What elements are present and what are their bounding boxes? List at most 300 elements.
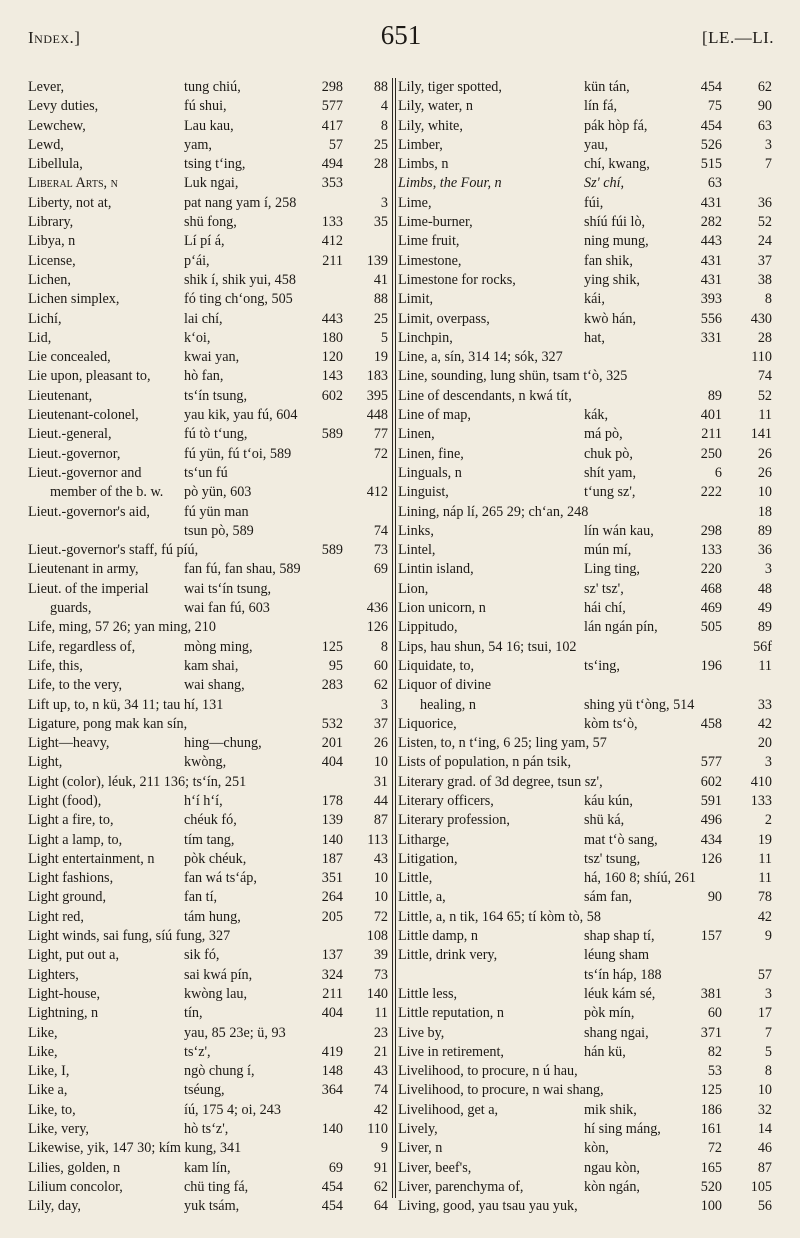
index-entry xyxy=(28,985,390,1004)
entry-term: Links, xyxy=(398,522,434,539)
entry-term: Lieutenant in army, xyxy=(28,561,139,578)
entry-line: 42 xyxy=(757,715,772,732)
entry-term: Litigation, xyxy=(398,850,458,867)
index-entry xyxy=(28,831,390,850)
index-entry xyxy=(398,946,776,965)
entry-page: 140 xyxy=(321,1121,343,1138)
entry-page: 57 xyxy=(328,136,343,153)
entry-translation: hat, xyxy=(584,329,605,346)
entry-translation: shü ká, xyxy=(584,812,625,829)
entry-page: 148 xyxy=(321,1063,343,1080)
entry-page: 364 xyxy=(321,1082,343,1099)
entry-page: 222 xyxy=(700,484,722,501)
index-entry xyxy=(398,1062,776,1081)
entry-translation: hán kü, xyxy=(584,1043,626,1060)
entry-translation: shü fong, xyxy=(184,214,237,231)
entry-line: 90 xyxy=(757,98,772,115)
index-entry xyxy=(398,1101,776,1120)
entry-translation: kwòng lau, xyxy=(184,985,248,1002)
entry-page: 454 xyxy=(321,1178,343,1195)
entry-line: 18 xyxy=(757,503,772,520)
entry-page: 133 xyxy=(700,542,722,559)
entry-translation: tung chiú, xyxy=(184,79,241,95)
index-entry xyxy=(28,638,390,657)
entry-term: Lever, xyxy=(28,79,65,95)
entry-translation: sik fó, xyxy=(184,947,220,964)
entry-term: Linguals, n xyxy=(398,464,462,481)
entry-line: 57 xyxy=(757,966,772,983)
entry-line: 25 xyxy=(373,310,388,327)
index-entry xyxy=(28,599,390,618)
index-entry xyxy=(398,367,776,386)
entry-line: 108 xyxy=(366,928,388,945)
entry-page: 90 xyxy=(707,889,722,906)
entry-line: 2 xyxy=(764,812,772,829)
index-entry xyxy=(398,1139,776,1158)
entry-page: 180 xyxy=(321,329,343,346)
entry-line: 14 xyxy=(757,1121,772,1138)
entry-term: Liquor of divine xyxy=(398,677,491,694)
entry-line: 49 xyxy=(757,600,772,617)
entry-page: 431 xyxy=(700,194,722,211)
entry-line: 8 xyxy=(764,291,772,308)
index-entry xyxy=(398,618,776,637)
entry-translation: kün tán, xyxy=(584,79,630,95)
entry-term: Liberal Arts, n xyxy=(28,175,118,192)
entry-translation: ning mung, xyxy=(584,233,649,250)
entry-term: Light (color), léuk, 211 136; tsʻín, 251 xyxy=(28,773,247,790)
entry-line: 10 xyxy=(373,889,388,906)
index-entry xyxy=(398,174,776,193)
entry-line: 3 xyxy=(764,754,772,771)
entry-line: 60 xyxy=(373,657,388,674)
entry-line: 26 xyxy=(757,464,772,481)
index-column-right xyxy=(398,78,776,1217)
entry-translation: chuk pò, xyxy=(584,445,633,462)
entry-translation: ngau kòn, xyxy=(584,1159,640,1176)
entry-term: healing, n xyxy=(420,696,476,713)
entry-translation: tsing tʻing, xyxy=(184,156,246,173)
entry-translation: tsz' tsung, xyxy=(584,850,641,867)
entry-page: 178 xyxy=(321,792,343,809)
entry-page: 120 xyxy=(321,349,343,366)
index-entry xyxy=(398,1197,776,1216)
entry-term: Livelihood, to procure, n wai shang, xyxy=(398,1082,604,1099)
entry-term: Little damp, n xyxy=(398,928,478,945)
entry-term: Little reputation, n xyxy=(398,1005,504,1022)
entry-translation: pòk chéuk, xyxy=(184,850,247,867)
entry-page: 6 xyxy=(714,464,722,481)
entry-term: Lie upon, pleasant to, xyxy=(28,368,151,385)
entry-line: 19 xyxy=(373,349,388,366)
entry-page: 53 xyxy=(707,1063,722,1080)
entry-term: Library, xyxy=(28,214,74,231)
entry-line: 74 xyxy=(373,522,388,539)
index-entry xyxy=(28,348,390,367)
index-entry xyxy=(28,445,390,464)
entry-translation: hí sing máng, xyxy=(584,1121,661,1138)
entry-page: 205 xyxy=(321,908,343,925)
index-entry xyxy=(28,252,390,271)
entry-translation: kam lín, xyxy=(184,1159,231,1176)
entry-translation: tsʻín háp, 188 xyxy=(584,966,662,983)
entry-page: 264 xyxy=(321,889,343,906)
entry-line: 26 xyxy=(373,735,388,752)
entry-term: Lift up, to, n kü, 34 11; tau hí, 131 xyxy=(28,696,224,713)
entry-term: Lilium concolor, xyxy=(28,1178,123,1195)
entry-line: 11 xyxy=(758,870,772,887)
entry-line: 28 xyxy=(373,156,388,173)
index-entry xyxy=(398,638,776,657)
index-entry xyxy=(398,869,776,888)
index-entry xyxy=(398,657,776,676)
entry-page: 282 xyxy=(700,214,722,231)
entry-line: 39 xyxy=(373,947,388,964)
entry-term: Lighters, xyxy=(28,966,79,983)
entry-page: 137 xyxy=(321,947,343,964)
entry-page: 434 xyxy=(700,831,722,848)
entry-line: 89 xyxy=(757,522,772,539)
entry-page: 186 xyxy=(700,1101,722,1118)
entry-line: 42 xyxy=(757,908,772,925)
index-entry xyxy=(398,1120,776,1139)
entry-page: 211 xyxy=(701,426,722,443)
header-range: [LE.—LI. xyxy=(702,28,774,47)
entry-translation: wai shang, xyxy=(184,677,245,694)
entry-term: Liberty, not at, xyxy=(28,194,112,211)
entry-page: 69 xyxy=(328,1159,343,1176)
entry-line: 43 xyxy=(373,850,388,867)
entry-term: Likewise, yik, 147 30; kím kung, 341 xyxy=(28,1140,242,1157)
entry-line: 62 xyxy=(757,79,772,95)
entry-translation: sz' tsz', xyxy=(584,580,624,597)
entry-term: Lieut.-governor, xyxy=(28,445,121,462)
entry-translation: wai fan fú, 603 xyxy=(184,600,270,617)
entry-term: Linguist, xyxy=(398,484,449,501)
entry-term: Limit, overpass, xyxy=(398,310,490,327)
index-entry xyxy=(398,136,776,155)
entry-term: Light, xyxy=(28,754,63,771)
entry-translation: tín, xyxy=(184,1005,203,1022)
index-entry xyxy=(28,966,390,985)
entry-line: 126 xyxy=(366,619,388,636)
entry-translation: wai tsʻín tsung, xyxy=(184,580,272,597)
entry-term: Light-house, xyxy=(28,985,101,1002)
entry-translation: fan wá tsʻáp, xyxy=(184,870,257,887)
entry-page: 298 xyxy=(700,522,722,539)
index-entry xyxy=(398,522,776,541)
entry-term: Lily, water, n xyxy=(398,98,473,115)
entry-line: 10 xyxy=(373,754,388,771)
index-entry xyxy=(398,1004,776,1023)
entry-line: 89 xyxy=(757,619,772,636)
index-entry xyxy=(398,271,776,290)
index-entry xyxy=(398,406,776,425)
index-entry xyxy=(28,560,390,579)
entry-page: 139 xyxy=(321,812,343,829)
entry-term: Live by, xyxy=(398,1024,445,1041)
entry-page: 63 xyxy=(707,175,722,192)
entry-translation: shing yü tʻòng, 514 xyxy=(584,696,695,713)
index-entry xyxy=(28,676,390,695)
index-entry xyxy=(28,1081,390,1100)
entry-term: Line, a, sín, 314 14; sók, 327 xyxy=(398,349,563,366)
entry-translation: tsʻing, xyxy=(584,657,620,674)
index-entry xyxy=(28,387,390,406)
index-entry xyxy=(28,174,390,193)
entry-page: 591 xyxy=(700,792,722,809)
index-entry xyxy=(398,1081,776,1100)
entry-term: Lichí, xyxy=(28,310,62,327)
index-entry xyxy=(398,831,776,850)
entry-translation: fan fú, fan shau, 589 xyxy=(184,561,301,578)
entry-page: 250 xyxy=(700,445,722,462)
entry-line: 37 xyxy=(373,715,388,732)
entry-term: member of the b. w. xyxy=(50,484,164,501)
entry-term: Liquorice, xyxy=(398,715,457,732)
entry-line: 24 xyxy=(757,233,772,250)
entry-term: Little less, xyxy=(398,985,458,1002)
index-entry xyxy=(28,194,390,213)
index-entry xyxy=(398,445,776,464)
entry-translation: tsun pò, 589 xyxy=(184,522,254,539)
entry-translation: kam shai, xyxy=(184,657,239,674)
index-entry xyxy=(398,908,776,927)
entry-translation: shít yam, xyxy=(584,464,637,481)
entry-line: 42 xyxy=(373,1101,388,1118)
index-entry xyxy=(28,1101,390,1120)
entry-term: Liquidate, to, xyxy=(398,657,475,674)
entry-translation: fó ting chʻong, 505 xyxy=(184,291,293,308)
entry-translation: lín wán kau, xyxy=(584,522,654,539)
index-entry xyxy=(28,1043,390,1062)
entry-line: 395 xyxy=(366,387,388,404)
entry-translation: Luk ngai, xyxy=(184,175,239,192)
entry-page: 431 xyxy=(700,271,722,288)
entry-line: 11 xyxy=(758,850,772,867)
entry-line: 11 xyxy=(758,407,772,424)
entry-page: 526 xyxy=(700,136,722,153)
entry-term: Life, to the very, xyxy=(28,677,123,694)
entry-term: Lieutenant-colonel, xyxy=(28,407,139,424)
entry-page: 454 xyxy=(321,1198,343,1215)
entry-line: 72 xyxy=(373,445,388,462)
entry-line: 52 xyxy=(757,387,772,404)
entry-translation: kʻoi, xyxy=(184,329,211,346)
entry-page: 196 xyxy=(700,657,722,674)
entry-translation: fú tò tʻung, xyxy=(184,426,248,443)
index-entry xyxy=(28,425,390,444)
entry-page: 401 xyxy=(700,407,722,424)
entry-page: 331 xyxy=(700,329,722,346)
entry-translation: pʻái, xyxy=(184,252,210,269)
entry-term: Limestone, xyxy=(398,252,462,269)
entry-page: 95 xyxy=(328,657,343,674)
index-entry xyxy=(398,927,776,946)
index-entry xyxy=(28,811,390,830)
entry-term: Limit, xyxy=(398,291,434,308)
entry-translation: chü ting fá, xyxy=(184,1178,249,1195)
entry-term: Lively, xyxy=(398,1121,438,1138)
entry-term: Line of map, xyxy=(398,407,471,424)
entry-term: Liver, beef's, xyxy=(398,1159,472,1176)
entry-line: 23 xyxy=(373,1024,388,1041)
index-entry xyxy=(28,155,390,174)
entry-term: Lime-burner, xyxy=(398,214,473,231)
index-entry xyxy=(28,1197,390,1216)
entry-term: Lime fruit, xyxy=(398,233,460,250)
entry-page: 125 xyxy=(700,1082,722,1099)
index-entry xyxy=(398,387,776,406)
entry-translation: tséung, xyxy=(184,1082,225,1099)
entry-line: 7 xyxy=(764,1024,772,1041)
entry-line: 28 xyxy=(757,329,772,346)
entry-line: 10 xyxy=(757,1082,772,1099)
entry-translation: fú yün man xyxy=(184,503,249,520)
entry-translation: há, 160 8; shíú, 261 xyxy=(584,870,696,887)
entry-term: Lieut.-general, xyxy=(28,426,112,443)
entry-page: 454 xyxy=(700,79,722,95)
entry-translation: tsʻín tsung, xyxy=(184,387,248,404)
entry-line: 87 xyxy=(757,1159,772,1176)
entry-translation: shik í, shik yui, 458 xyxy=(184,271,296,288)
entry-translation: léung sham xyxy=(584,947,650,964)
entry-translation: tʻung sz', xyxy=(584,484,636,501)
entry-line: 88 xyxy=(373,291,388,308)
entry-translation: Ling ting, xyxy=(584,561,640,578)
entry-page: 393 xyxy=(700,291,722,308)
entry-term: Lime, xyxy=(398,194,432,211)
entry-line: 11 xyxy=(758,657,772,674)
index-entry xyxy=(398,290,776,309)
entry-line: 448 xyxy=(366,407,388,424)
index-entry xyxy=(28,271,390,290)
entry-line: 5 xyxy=(764,1043,772,1060)
index-entry xyxy=(28,483,390,502)
entry-term: Lewchew, xyxy=(28,117,86,134)
page-header xyxy=(28,18,774,54)
entry-translation: tím tang, xyxy=(184,831,235,848)
index-entry xyxy=(398,966,776,985)
entry-page: 458 xyxy=(700,715,722,732)
entry-translation: mún mí, xyxy=(584,542,632,559)
index-entry xyxy=(398,1043,776,1062)
index-entry xyxy=(28,753,390,772)
entry-line: 31 xyxy=(373,773,388,790)
entry-translation: mòng ming, xyxy=(184,638,253,655)
entry-page: 443 xyxy=(700,233,722,250)
entry-translation: káu kún, xyxy=(584,792,633,809)
entry-line: 7 xyxy=(764,156,772,173)
entry-page: 353 xyxy=(321,175,343,192)
entry-term: Lippitudo, xyxy=(398,619,458,636)
entry-term: Lieutenant, xyxy=(28,387,93,404)
entry-term: Light winds, sai fung, síú fung, 327 xyxy=(28,928,231,945)
index-entry xyxy=(28,406,390,425)
index-entry xyxy=(398,232,776,251)
entry-translation: hò tsʻz', xyxy=(184,1121,229,1138)
entry-translation: fan shik, xyxy=(584,252,633,269)
entry-line: 62 xyxy=(373,1178,388,1195)
index-entry xyxy=(398,753,776,772)
page-number: 651 xyxy=(380,20,422,50)
entry-line: 32 xyxy=(757,1101,772,1118)
entry-translation: shíú fúi lò, xyxy=(584,214,646,231)
entry-translation: shang ngai, xyxy=(584,1024,649,1041)
entry-line: 41 xyxy=(373,271,388,288)
entry-page: 417 xyxy=(321,117,343,134)
entry-line: 52 xyxy=(757,214,772,231)
entry-line: 20 xyxy=(757,735,772,752)
entry-translation: hò fan, xyxy=(184,368,224,385)
entry-page: 589 xyxy=(321,426,343,443)
entry-line: 11 xyxy=(374,1005,388,1022)
entry-translation: pák hòp fá, xyxy=(584,117,648,134)
entry-line: 3 xyxy=(764,561,772,578)
entry-term: Ligature, pong mak kan sín, xyxy=(28,715,188,732)
index-entry xyxy=(28,541,390,560)
entry-translation: fúi, xyxy=(584,194,604,211)
index-entry xyxy=(398,1159,776,1178)
entry-term: Little, xyxy=(398,870,433,887)
entry-page: 201 xyxy=(321,735,343,752)
entry-term: Literary grad. of 3d degree, tsun sz', xyxy=(398,773,603,790)
entry-term: Linchpin, xyxy=(398,329,453,346)
index-entry xyxy=(28,522,390,541)
index-entry xyxy=(28,1159,390,1178)
entry-term: Lid, xyxy=(28,329,52,346)
index-entry xyxy=(398,329,776,348)
entry-term: Literary officers, xyxy=(398,792,494,809)
entry-line: 3 xyxy=(380,194,388,211)
entry-page: 283 xyxy=(321,677,343,694)
entry-line: 110 xyxy=(751,349,772,366)
entry-page: 126 xyxy=(700,850,722,867)
entry-term: Little, drink very, xyxy=(398,947,498,964)
index-entry xyxy=(398,676,776,695)
entry-line: 21 xyxy=(373,1043,388,1060)
entry-page: 89 xyxy=(707,387,722,404)
entry-term: Lion unicorn, n xyxy=(398,600,486,617)
entry-term: Lily, white, xyxy=(398,117,463,134)
entry-page: 556 xyxy=(700,310,722,327)
entry-line: 33 xyxy=(757,696,772,713)
entry-term: Listen, to, n tʻing, 6 25; ling yam, 57 xyxy=(398,735,607,752)
entry-line: 105 xyxy=(750,1178,772,1195)
entry-term: Lichen, xyxy=(28,271,71,288)
entry-page: 468 xyxy=(700,580,722,597)
entry-translation: lán ngán pín, xyxy=(584,619,658,636)
index-entry xyxy=(28,213,390,232)
entry-translation: léuk kám sé, xyxy=(584,985,656,1002)
entry-term: Live in retirement, xyxy=(398,1043,504,1060)
entry-term: Life, regardless of, xyxy=(28,638,136,655)
entry-line: 73 xyxy=(373,966,388,983)
entry-line: 3 xyxy=(380,696,388,713)
entry-term: Lightning, n xyxy=(28,1005,99,1022)
entry-translation: íú, 175 4; oi, 243 xyxy=(184,1101,281,1118)
entry-line: 430 xyxy=(750,310,772,327)
entry-line: 91 xyxy=(373,1159,388,1176)
entry-page: 298 xyxy=(321,79,343,95)
index-entry xyxy=(28,310,390,329)
entry-translation: kòm tsʻò, xyxy=(584,715,638,732)
entry-line: 44 xyxy=(373,792,388,809)
entry-line: 73 xyxy=(373,542,388,559)
entry-term: Line of descendants, n kwá tít, xyxy=(398,387,572,404)
header-section: Index.] xyxy=(28,28,81,47)
entry-term: guards, xyxy=(50,600,92,617)
